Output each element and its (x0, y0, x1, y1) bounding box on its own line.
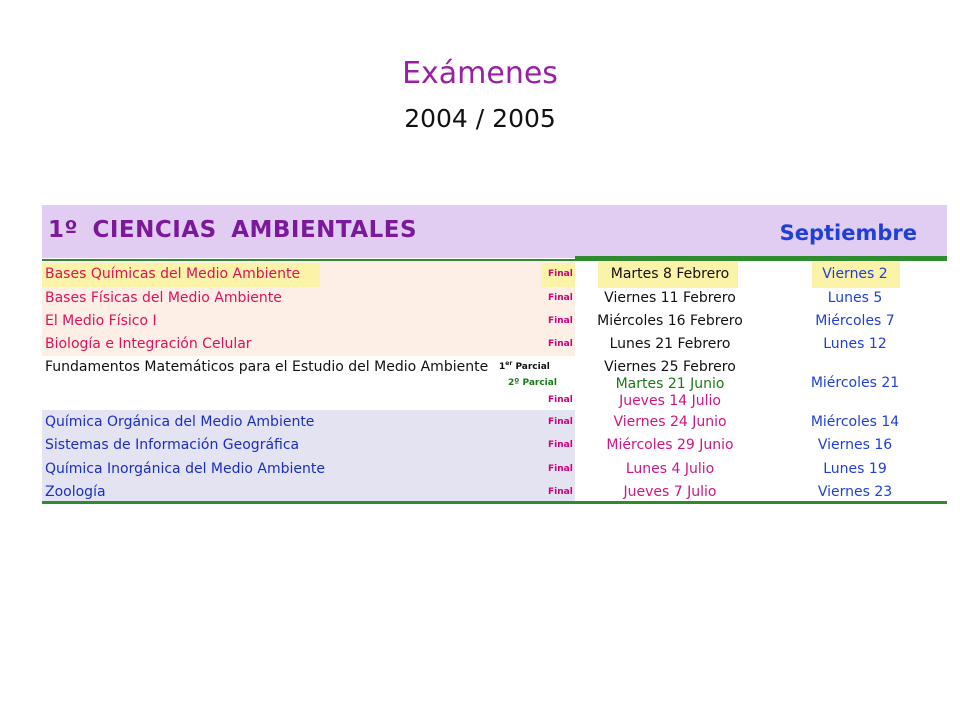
exam-type: Final (548, 464, 573, 474)
september-date: Viernes 23 (817, 484, 893, 500)
first-partial-superscript: er (505, 360, 513, 367)
final-date: Jueves 14 Julio (619, 393, 721, 409)
first-partial-number: 1 (499, 362, 506, 372)
exam-date: Lunes 4 Julio (625, 461, 715, 477)
subject-name: Bases Físicas del Medio Ambiente (45, 290, 282, 306)
subject-name: Química Orgánica del Medio Ambiente (45, 414, 315, 430)
september-date: Miércoles 14 (810, 414, 900, 430)
subject-name: Bases Químicas del Medio Ambiente (45, 266, 301, 282)
exam-date: Viernes 11 Febrero (604, 290, 736, 306)
table-row (0, 458, 960, 481)
academic-year: 2004 / 2005 (404, 104, 556, 133)
exam-date: Miércoles 29 Junio (606, 437, 734, 453)
september-date: Viernes 16 (817, 437, 893, 453)
exam-type: Final (548, 269, 573, 279)
september-date: Lunes 19 (823, 461, 887, 477)
september-date: Viernes 2 (822, 266, 888, 282)
table-bottom-rule (42, 501, 947, 504)
table-row (0, 333, 960, 356)
subject-name: Sistemas de Información Geográfica (45, 437, 300, 453)
subject-name: Zoología (45, 484, 106, 500)
exam-type: Final (548, 440, 573, 450)
subject-name: Biología e Integración Celular (45, 336, 252, 352)
exam-date: Martes 8 Febrero (610, 266, 730, 282)
september-date: Miércoles 7 (815, 313, 895, 329)
first-partial-date: Viernes 25 Febrero (604, 359, 736, 375)
exam-type-first-partial (499, 360, 550, 372)
exam-date: Viernes 24 Junio (613, 414, 727, 430)
exam-type-final: Final (548, 395, 573, 405)
table-row (0, 434, 960, 457)
exam-type: Final (548, 339, 573, 349)
exam-type: Final (548, 487, 573, 497)
table-row (0, 263, 960, 286)
subject-name-math: Fundamentos Matemáticos para el Estudio del Medio Ambiente (45, 359, 489, 375)
exam-date: Miércoles 16 Febrero (597, 313, 743, 329)
second-partial-date: Martes 21 Junio (615, 376, 725, 392)
table-row (0, 411, 960, 434)
table-row (0, 310, 960, 333)
page-title: Exámenes (402, 56, 558, 91)
september-column-header: Septiembre (779, 221, 917, 245)
table-row (0, 287, 960, 310)
exam-date: Lunes 21 Febrero (609, 336, 731, 352)
exam-date: Jueves 7 Julio (623, 484, 717, 500)
exam-type-second-partial: 2º Parcial (508, 378, 557, 388)
subject-name: Química Inorgánica del Medio Ambiente (45, 461, 325, 477)
september-date: Miércoles 21 (810, 375, 900, 391)
first-partial-word: Parcial (515, 362, 550, 372)
table-header (42, 205, 947, 258)
exam-type: Final (548, 417, 573, 427)
header-rule-bottom (42, 259, 947, 261)
subject-name: El Medio Físico I (45, 313, 157, 329)
exam-type: Final (548, 316, 573, 326)
exam-type: Final (548, 293, 573, 303)
september-date: Lunes 5 (827, 290, 883, 306)
course-title: 1º CIENCIAS AMBIENTALES (48, 217, 418, 243)
september-date: Lunes 12 (823, 336, 887, 352)
